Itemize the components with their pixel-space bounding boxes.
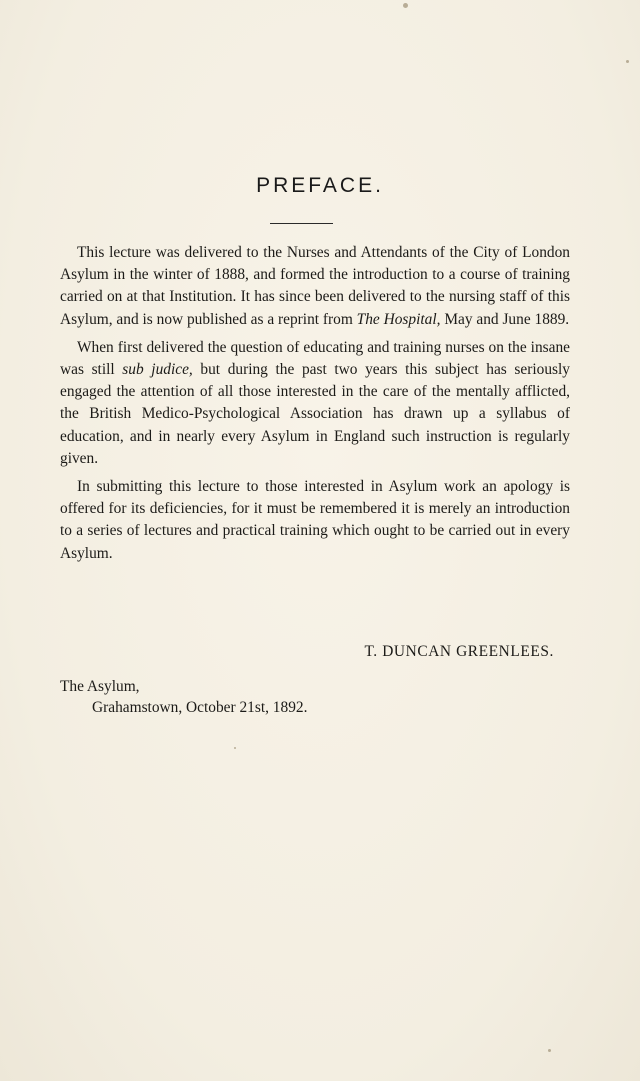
author-signature: T. DUNCAN GREENLEES. [364, 643, 554, 660]
paragraph-2-tail: but during the past two years this subject has seriously engaged the attention of all those interested in the care of the mentally afflicted, the British Medico-Psychological Association has drawn up a syllabus of education, and in nearly every Asylum in England such instruction is regularly given. [60, 361, 570, 467]
paragraph-1-text: This lecture was delivered to the Nurses and Attendants of the City of London Asylum in the winter of 1888, and formed the introduction to a course of training carried on at that Institution. It has since been delivered to the nursing staff of this Asylum, and is now published as a reprint from [60, 244, 570, 328]
preface-body [60, 242, 570, 571]
paragraph-2 [60, 337, 570, 470]
place-line: The Asylum, [60, 678, 140, 695]
paragraph-1-italic: The Hospital, [356, 310, 441, 328]
paper-speck [548, 1049, 551, 1052]
paragraph-1 [60, 242, 570, 331]
paper-speck [403, 3, 408, 8]
title-divider [270, 223, 333, 224]
paragraph-2-italic: sub judice, [122, 361, 193, 379]
paragraph-1-tail: May and June 1889. [440, 310, 570, 328]
paragraph-2-text: When first delivered the question of educating and training nurses on the insane was still [60, 338, 570, 379]
page-title: PREFACE. [256, 174, 384, 197]
place-and-date [60, 676, 307, 718]
paragraph-3 [60, 476, 570, 565]
paper-speck [234, 747, 236, 749]
paper-speck [626, 60, 629, 63]
date-line: Grahamstown, October 21st, 1892. [92, 699, 308, 716]
paragraph-3-text: In submitting this lecture to those interested in Asylum work an apology is offered for its deficiencies, for it must be remembered it is merely an introduction to a series of lectures and practical training which ought to be carried out in every Asylum. [60, 478, 570, 562]
